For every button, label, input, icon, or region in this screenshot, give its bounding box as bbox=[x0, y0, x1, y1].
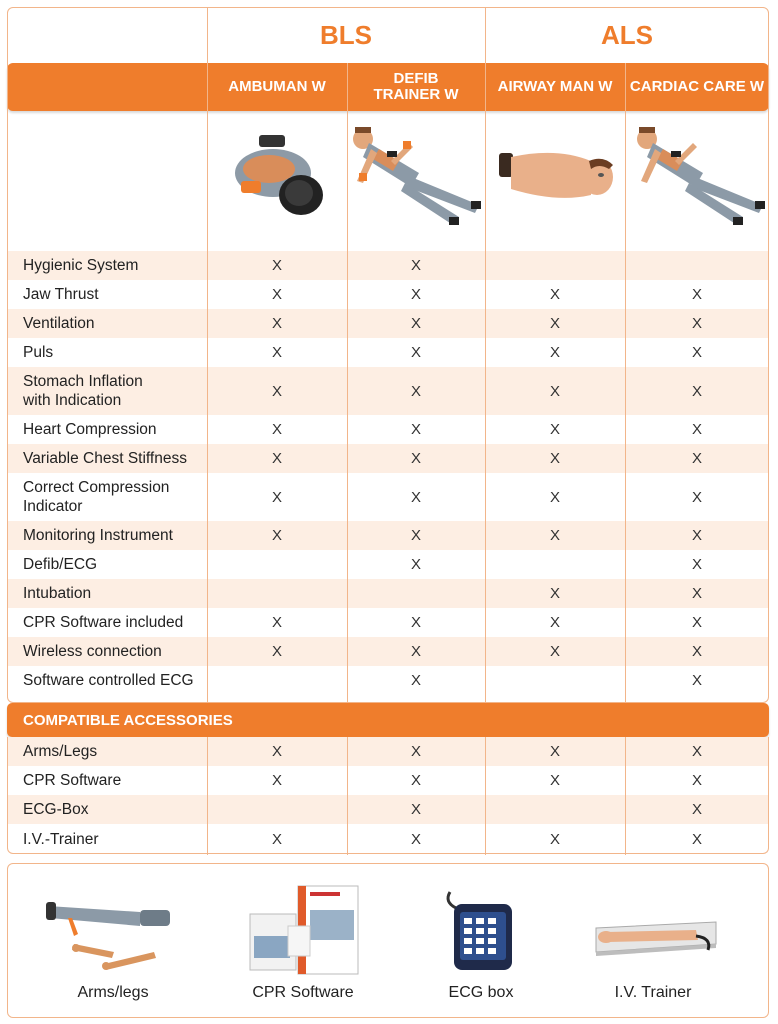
availability-mark: X bbox=[410, 257, 421, 274]
availability-mark: X bbox=[271, 643, 282, 660]
availability-mark: X bbox=[549, 286, 560, 303]
feature-label: CPR Software included bbox=[23, 614, 184, 631]
product-ecg-box bbox=[396, 864, 566, 1017]
feature-label: Ventilation bbox=[23, 315, 95, 332]
availability-mark: X bbox=[691, 286, 702, 303]
availability-mark: X bbox=[691, 488, 702, 506]
availability-mark: X bbox=[549, 450, 560, 467]
product-arms-legs bbox=[28, 864, 198, 1017]
availability-mark: X bbox=[410, 527, 421, 544]
availability-mark: X bbox=[410, 286, 421, 303]
availability-mark: X bbox=[549, 421, 560, 438]
availability-mark: X bbox=[271, 772, 282, 789]
arms-legs-icon bbox=[44, 892, 184, 972]
availability-mark: X bbox=[410, 450, 421, 467]
product-label: I.V. Trainer bbox=[614, 984, 692, 1001]
availability-mark: X bbox=[410, 382, 421, 400]
availability-mark: X bbox=[549, 315, 560, 332]
feature-label: Arms/Legs bbox=[23, 743, 98, 760]
availability-mark: X bbox=[691, 421, 702, 438]
feature-label: Defib/ECG bbox=[23, 556, 98, 573]
availability-mark: X bbox=[410, 672, 421, 689]
availability-mark: X bbox=[691, 614, 702, 631]
availability-mark: X bbox=[549, 585, 560, 602]
availability-mark: X bbox=[410, 830, 421, 848]
ecg-box-icon bbox=[440, 888, 530, 978]
availability-mark: X bbox=[549, 344, 560, 361]
product-label: ECG box bbox=[448, 984, 514, 1001]
feature-label: ECG-Box bbox=[23, 801, 89, 818]
comparison-sheet bbox=[7, 7, 769, 1018]
availability-mark: X bbox=[691, 743, 702, 760]
availability-mark: X bbox=[410, 643, 421, 660]
feature-label: Puls bbox=[23, 344, 54, 361]
availability-mark: X bbox=[271, 421, 282, 438]
feature-label: Heart Compression bbox=[23, 421, 157, 438]
feature-label: Stomach Inflation with Indication bbox=[23, 373, 143, 409]
col-airway-man-w: AIRWAY MAN W bbox=[497, 78, 613, 95]
accessories-band bbox=[7, 703, 769, 737]
availability-mark: X bbox=[271, 488, 282, 506]
availability-mark: X bbox=[691, 643, 702, 660]
feature-label: Software controlled ECG bbox=[23, 672, 194, 689]
availability-mark: X bbox=[691, 801, 702, 818]
availability-mark: X bbox=[549, 488, 560, 506]
availability-mark: X bbox=[691, 672, 702, 689]
availability-mark: X bbox=[691, 344, 702, 361]
availability-mark: X bbox=[691, 830, 702, 848]
availability-mark: X bbox=[410, 801, 421, 818]
availability-mark: X bbox=[691, 772, 702, 789]
feature-label: Jaw Thrust bbox=[23, 286, 99, 303]
availability-mark: X bbox=[271, 830, 282, 848]
iv-trainer-icon bbox=[586, 908, 726, 968]
cpr-software-box-icon bbox=[244, 882, 364, 978]
availability-mark: X bbox=[271, 286, 282, 303]
availability-mark: X bbox=[691, 556, 702, 573]
col-ambuman-w: AMBUMAN W bbox=[228, 78, 326, 95]
availability-mark: X bbox=[410, 421, 421, 438]
availability-mark: X bbox=[549, 772, 560, 789]
availability-mark: X bbox=[549, 614, 560, 631]
product-label: CPR Software bbox=[252, 984, 354, 1001]
feature-label: Hygienic System bbox=[23, 257, 139, 274]
availability-mark: X bbox=[410, 772, 421, 789]
availability-mark: X bbox=[271, 743, 282, 760]
availability-mark: X bbox=[549, 382, 560, 400]
feature-label: Intubation bbox=[23, 585, 92, 602]
availability-mark: X bbox=[271, 527, 282, 544]
availability-mark: X bbox=[271, 257, 282, 274]
product-iv-trainer bbox=[568, 864, 738, 1017]
availability-mark: X bbox=[549, 743, 560, 760]
availability-mark: X bbox=[549, 527, 560, 544]
main-table-border bbox=[7, 7, 769, 703]
availability-mark: X bbox=[691, 585, 702, 602]
availability-mark: X bbox=[691, 450, 702, 467]
feature-label: Variable Chest Stiffness bbox=[23, 450, 187, 467]
product-label: Arms/legs bbox=[77, 984, 149, 1001]
availability-mark: X bbox=[271, 382, 282, 400]
availability-mark: X bbox=[549, 830, 560, 848]
feature-label: CPR Software bbox=[23, 772, 122, 789]
feature-label: I.V.-Trainer bbox=[23, 830, 99, 848]
feature-label: Wireless connection bbox=[23, 643, 162, 660]
availability-mark: X bbox=[691, 527, 702, 544]
availability-mark: X bbox=[549, 643, 560, 660]
availability-mark: X bbox=[410, 488, 421, 506]
group-bls: BLS bbox=[320, 19, 372, 50]
accessories-title: COMPATIBLE ACCESSORIES bbox=[23, 711, 233, 729]
availability-mark: X bbox=[271, 344, 282, 361]
group-als: ALS bbox=[601, 19, 653, 50]
availability-mark: X bbox=[410, 315, 421, 332]
col-defib-trainer-w: DEFIB TRAINER W bbox=[373, 70, 459, 103]
feature-label: Correct Compression Indicator bbox=[23, 479, 170, 515]
availability-mark: X bbox=[271, 450, 282, 467]
availability-mark: X bbox=[691, 315, 702, 332]
col-cardiac-care-w: CARDIAC CARE W bbox=[629, 78, 765, 95]
availability-mark: X bbox=[271, 614, 282, 631]
availability-mark: X bbox=[271, 315, 282, 332]
product-cpr-software bbox=[218, 864, 388, 1017]
availability-mark: X bbox=[410, 344, 421, 361]
accessories-table-border bbox=[7, 737, 769, 854]
availability-mark: X bbox=[410, 614, 421, 631]
feature-label: Monitoring Instrument bbox=[23, 527, 173, 544]
accessory-products bbox=[7, 863, 769, 1018]
availability-mark: X bbox=[691, 382, 702, 400]
availability-mark: X bbox=[410, 743, 421, 760]
availability-mark: X bbox=[410, 556, 421, 573]
